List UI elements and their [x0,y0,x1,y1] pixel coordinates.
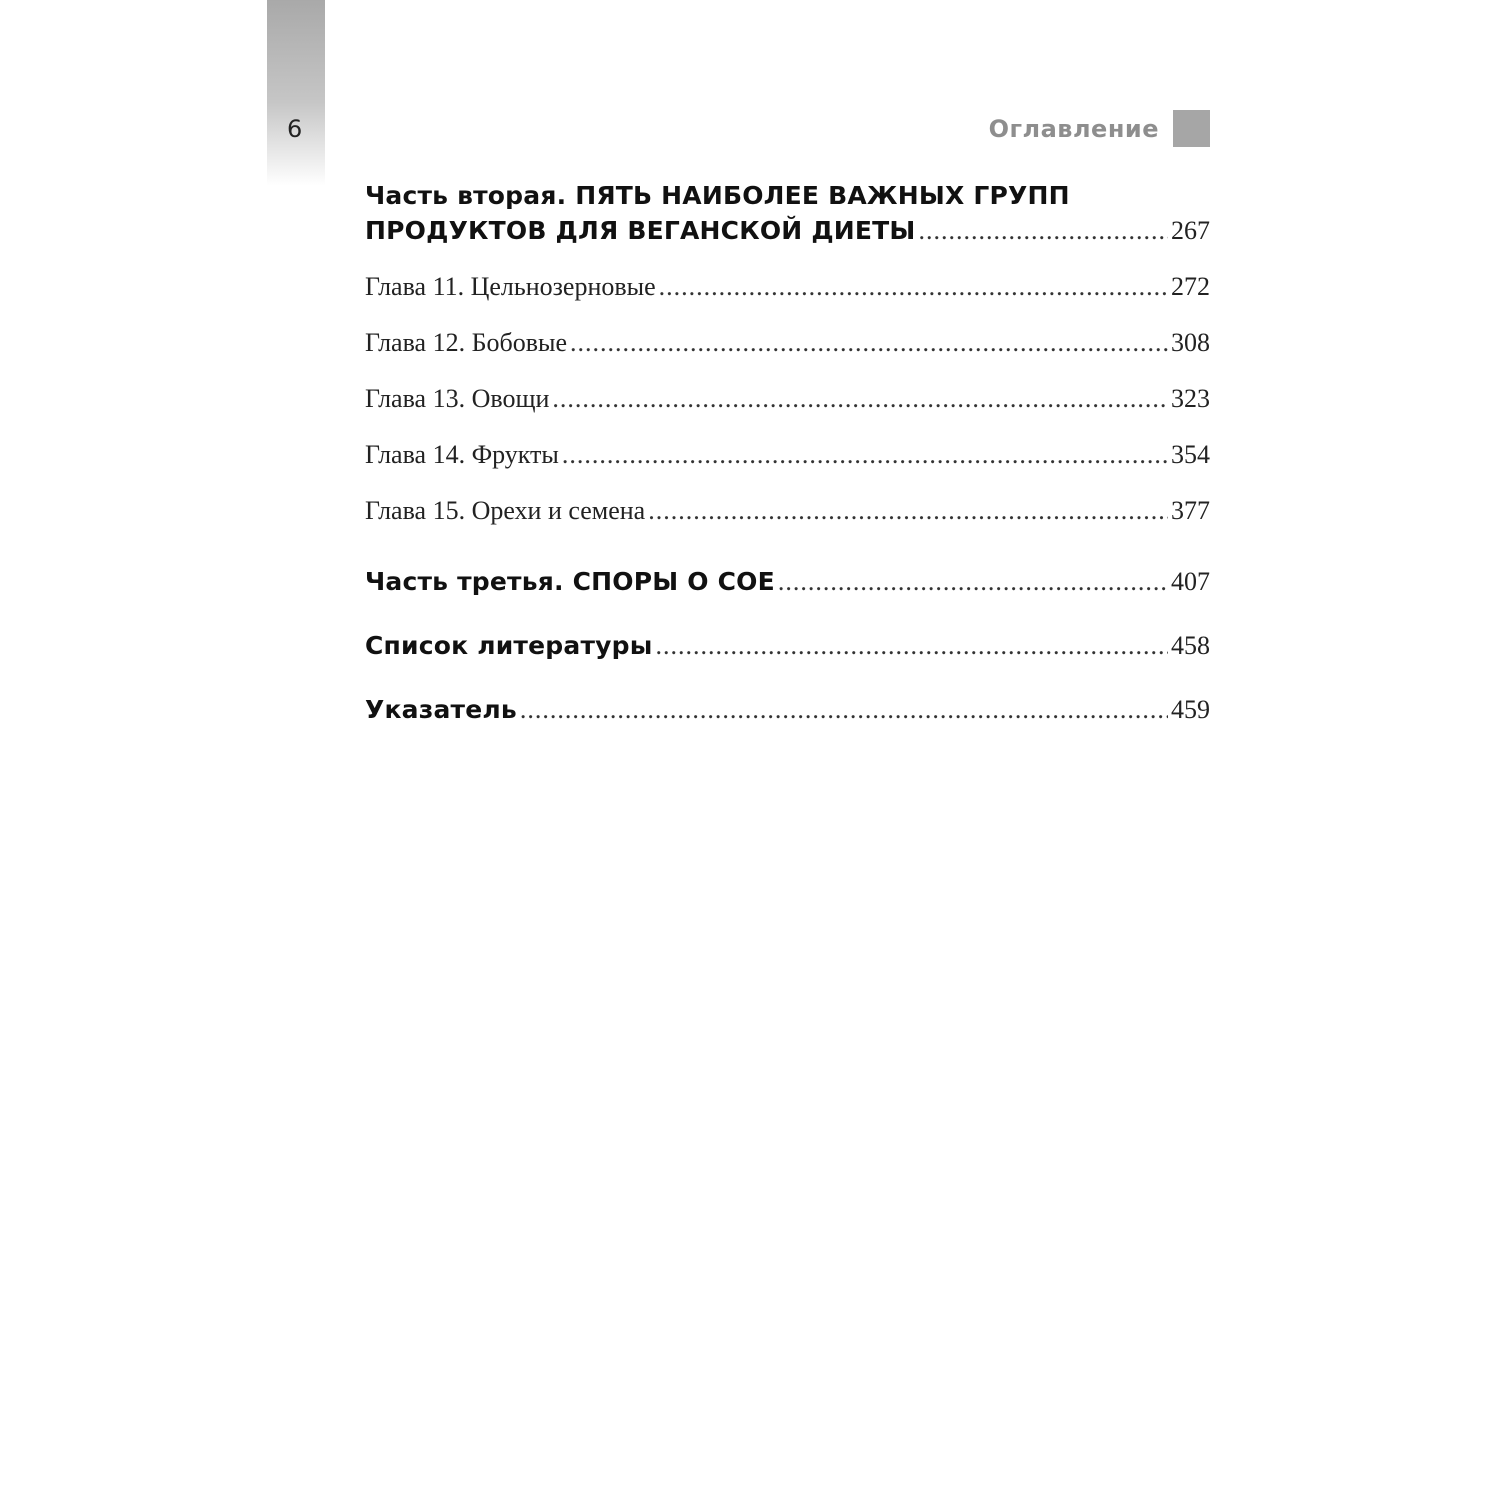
toc-page-number: 267 [1171,216,1210,245]
dot-leader [562,438,1168,472]
part-three-title: Часть третья. СПОРЫ О СОЕ [365,567,775,596]
toc-entry-part-two[interactable] [365,178,1210,248]
table-of-contents [365,178,1210,727]
page-number: 6 [287,115,303,143]
toc-page-number: 272 [1171,272,1210,301]
toc-page-number: 458 [1171,631,1210,660]
toc-entry-chapter-12[interactable] [365,326,1210,360]
toc-entry-chapter-14[interactable] [365,438,1210,472]
toc-entry-chapter-13[interactable] [365,382,1210,416]
chapter-title: Глава 12. Бобовые [365,328,568,357]
toc-page-number: 323 [1171,384,1210,413]
dot-leader [552,382,1168,416]
dot-leader [919,214,1168,248]
dot-leader [659,270,1168,304]
toc-entry-index[interactable] [365,693,1210,727]
header-square-ornament [1173,110,1210,147]
part-two-title-line2: ПРОДУКТОВ ДЛЯ ВЕГАНСКОЙ ДИЕТЫ [365,216,916,245]
chapter-title: Глава 11. Цельнозерновые [365,272,656,301]
dot-leader [570,326,1168,360]
toc-page-number: 377 [1171,496,1210,525]
index-title: Указатель [365,695,517,724]
running-header: Оглавление [988,115,1159,143]
dot-leader [520,693,1168,727]
part-two-title-line1: Часть вторая. ПЯТЬ НАИБОЛЕЕ ВАЖНЫХ ГРУПП [365,181,1070,210]
toc-page-number: 407 [1171,567,1210,596]
chapter-title: Глава 13. Овощи [365,384,550,413]
toc-page-number: 308 [1171,328,1210,357]
toc-entry-chapter-15[interactable] [365,494,1210,528]
page-tab-marker [267,0,325,186]
dot-leader [648,494,1168,528]
dot-leader [656,629,1168,663]
dot-leader [778,565,1168,599]
chapter-title: Глава 14. Фрукты [365,440,559,469]
toc-entry-chapter-11[interactable] [365,270,1210,304]
chapter-title: Глава 15. Орехи и семена [365,496,646,525]
bibliography-title: Список литературы [365,631,653,660]
toc-entry-part-three[interactable] [365,565,1210,599]
toc-entry-bibliography[interactable] [365,629,1210,663]
toc-page-number: 354 [1171,440,1210,469]
toc-page-number: 459 [1171,695,1210,724]
